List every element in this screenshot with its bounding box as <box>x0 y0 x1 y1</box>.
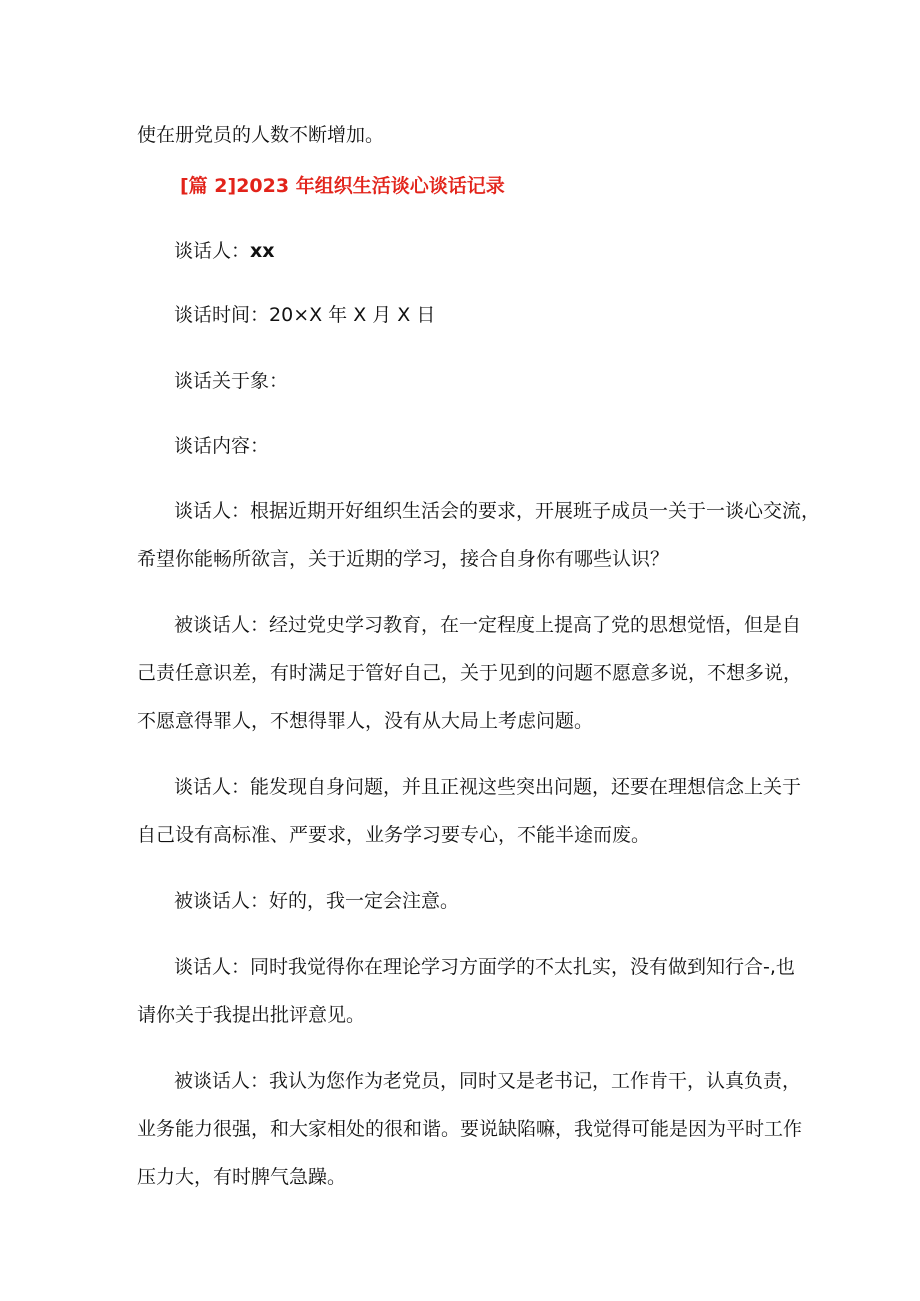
dialogue-line: 被谈话人：经过党史学习教育，在一定程度上提高了党的思想觉悟，但是自 <box>174 614 802 636</box>
talker-value: xx <box>250 240 275 262</box>
dialogue-line: 谈话人：根据近期开好组织生活会的要求，开展班子成员一关于一谈心交流， <box>174 500 821 522</box>
dialogue-line: 被谈话人：好的，我一定会注意。 <box>174 890 460 912</box>
dialogue-line: 自己设有高标准、严要求，业务学习要专心，不能半途而废。 <box>137 824 651 846</box>
dialogue-line: 业务能力很强，和大家相处的很和谐。要说缺陷嘛，我觉得可能是因为平时工作 <box>137 1118 803 1140</box>
dialogue-line: 被谈话人：我认为您作为老党员，同时又是老书记，工作肯干，认真负责， <box>174 1070 802 1092</box>
intro-tail-text: 使在册党员的人数不断增加。 <box>137 124 385 146</box>
target-label: 谈话关于象： <box>174 370 289 392</box>
dialogue-line: 谈话人：能发现自身问题，并且正视这些突出问题，还要在理想信念上关于 <box>174 776 802 798</box>
dialogue-line: 己责任意识差，有时满足于管好自己，关于见到的问题不愿意多说，不想多说， <box>137 662 803 684</box>
talker-label: 谈话人： <box>174 240 251 262</box>
time-label: 谈话时间： <box>174 304 270 326</box>
dialogue-line: 谈话人：同时我觉得你在理论学习方面学的不太扎实，没有做到知行合-,也 <box>174 956 795 978</box>
time-field <box>174 303 435 327</box>
dialogue-line: 请你关于我提出批评意见。 <box>137 1004 366 1026</box>
talker-field <box>174 239 275 263</box>
dialogue-line: 压力大，有时脾气急躁。 <box>137 1166 347 1188</box>
dialogue-line: 不愿意得罪人，不想得罪人，没有从大局上考虑问题。 <box>137 710 594 732</box>
section-heading: [篇 2]2023 年组织生活谈心谈话记录 <box>180 175 505 197</box>
dialogue-line: 希望你能畅所欲言，关于近期的学习，接合自身你有哪些认识？ <box>137 548 670 570</box>
time-value: 20×X 年 X 月 X 日 <box>269 304 436 326</box>
content-label: 谈话内容： <box>174 435 270 457</box>
